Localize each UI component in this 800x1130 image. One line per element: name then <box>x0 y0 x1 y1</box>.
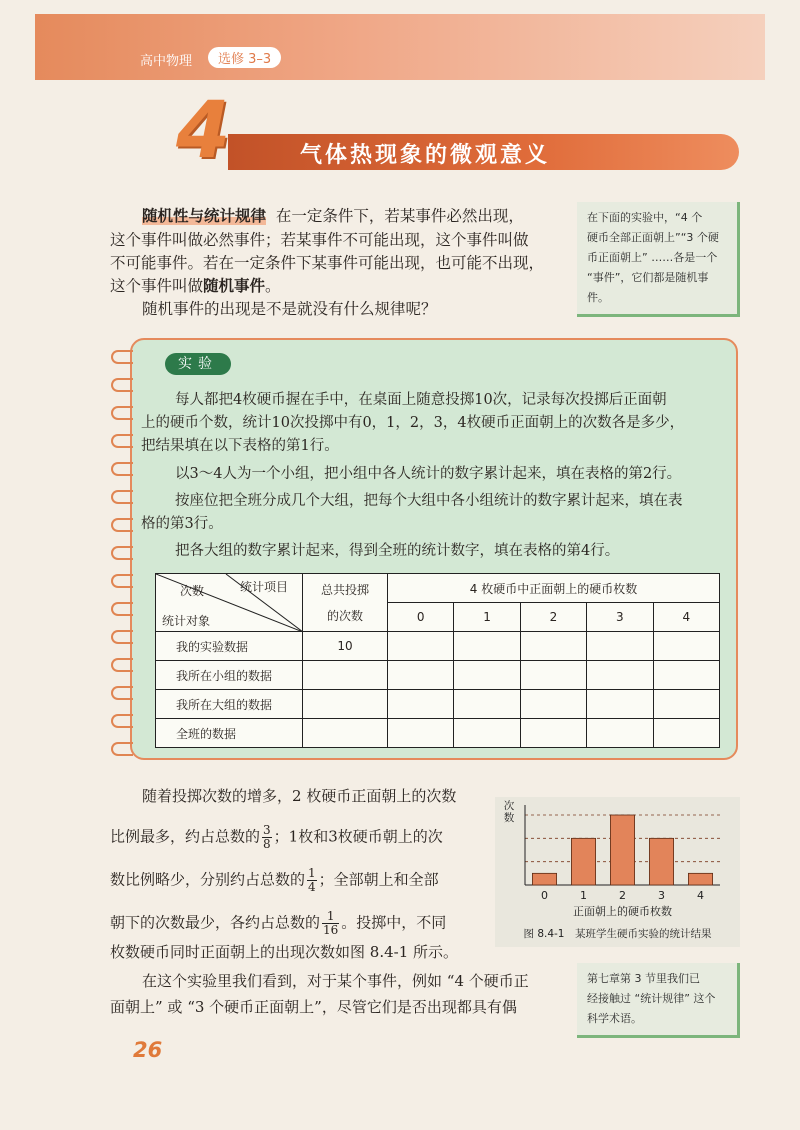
table-cell <box>653 690 719 719</box>
experiment-step-4: 把各大组的数字累计起来，得到全班的统计数字，填在表格的第4行。 <box>175 543 620 559</box>
intro-paragraph <box>142 205 562 228</box>
side-note-statistics: 第七章第 3 节里我们已 经接触过 “统计规律” 这个 科学术语。 <box>577 963 740 1038</box>
col-header: 1 <box>454 603 520 632</box>
table-cell <box>653 661 719 690</box>
y-axis-label-char: 数 <box>503 812 515 824</box>
row-label: 我所在大组的数据 <box>156 690 303 719</box>
experiment-step-2: 以3～4人为一个小组，把小组中各人统计的数字累计起来，填在表格的第2行。 <box>175 466 682 482</box>
page-number: 26 <box>133 1038 163 1062</box>
table-cell <box>520 632 586 661</box>
x-tick-label: 3 <box>658 889 665 902</box>
intro-heading: 随机性与统计规律 <box>142 207 267 225</box>
x-tick-label: 2 <box>619 889 626 902</box>
diag-label-subject: 统计对象 <box>162 614 211 628</box>
term-random-event: 随机事件 <box>203 277 266 295</box>
spiral-ring <box>111 742 133 756</box>
spiral-ring <box>111 518 133 532</box>
spiral-ring <box>111 630 133 644</box>
table-cell <box>587 632 653 661</box>
spiral-ring <box>111 406 133 420</box>
experiment-step-3: 按座位把全班分成几个大组，把每个大组中各小组统计的数字累计起来，填在表 格的第3行。 <box>141 493 683 532</box>
col-header: 0 <box>388 603 454 632</box>
row-total <box>303 690 388 719</box>
coin-bar-chart <box>495 797 740 947</box>
intro-question: 随机事件的出现是不是就没有什么规律呢？ <box>142 300 437 318</box>
body2-line-4: 朝下的次数最少，各约占总数的 $\frac{1}{16}$ 。投掷中，不同 <box>110 909 447 937</box>
spiral-ring <box>111 350 133 364</box>
spiral-ring <box>111 490 133 504</box>
coins-group-header: 4 枚硬币中正面朝上的硬币枚数 <box>388 574 720 603</box>
total-throws-header: 总共投掷 的次数 <box>303 574 388 632</box>
chart-bar <box>571 838 595 885</box>
spiral-ring <box>111 602 133 616</box>
spiral-ring <box>111 574 133 588</box>
diag-label-items: 统计项目 <box>240 580 289 594</box>
body2-line-5: 枚数硬币同时正面朝上的出现次数如图 8.4-1 所示。 <box>110 943 459 961</box>
header-subject: 高中物理 <box>140 54 193 69</box>
spiral-ring <box>111 546 133 560</box>
body2-line-6: 在这个实验里我们看到，对于某个事件，例如 “4 个硬币正 <box>142 972 529 990</box>
chart-bar <box>649 838 673 885</box>
diag-label-count: 次数 <box>180 584 205 598</box>
intro-line-4: 这个事件叫做随机事件。 <box>110 277 281 295</box>
row-label: 全班的数据 <box>156 719 303 748</box>
chart-caption: 图 8.4-1 某班学生硬币实验的统计结果 <box>523 928 712 940</box>
fraction-1-4: $\frac{1}{4}$ <box>308 866 316 894</box>
col-header: 3 <box>587 603 653 632</box>
x-tick-label: 1 <box>580 889 587 902</box>
chart-bar <box>532 873 556 885</box>
table-cell <box>388 661 454 690</box>
spiral-ring <box>111 714 133 728</box>
table-cell <box>388 719 454 748</box>
experiment-badge: 实验 <box>165 353 231 375</box>
y-axis-label-char: 次 <box>503 800 515 812</box>
table-cell <box>653 632 719 661</box>
body2-line-7: 面朝上” 或 “3 个硬币正面朝上”，尽管它们是否出现都具有偶 <box>110 998 517 1016</box>
table-cell <box>520 690 586 719</box>
col-header: 2 <box>520 603 586 632</box>
x-axis-label: 正面朝上的硬币枚数 <box>573 905 672 918</box>
table-cell <box>388 632 454 661</box>
table-cell <box>454 690 520 719</box>
fraction-1-16: $\frac{1}{16}$ <box>323 909 339 937</box>
row-total: 10 <box>303 632 388 661</box>
table-cell <box>454 719 520 748</box>
body2-line-2: 比例最多，约占总数的 $\frac{3}{8}$ ；1枚和3枚硬币朝上的次 <box>110 823 443 851</box>
table-row <box>156 690 720 719</box>
table-diagonal-header <box>156 574 303 632</box>
chart-bar <box>688 873 712 885</box>
spiral-ring <box>111 658 133 672</box>
fraction-3-8: $\frac{3}{8}$ <box>263 823 271 851</box>
row-total <box>303 661 388 690</box>
col-header: 4 <box>653 603 719 632</box>
table-cell <box>653 719 719 748</box>
intro-body <box>110 229 560 321</box>
row-label: 我所在小组的数据 <box>156 661 303 690</box>
table-cell <box>587 719 653 748</box>
table-row <box>156 719 720 748</box>
spiral-ring <box>111 462 133 476</box>
body-paragraph-2 <box>110 785 529 1019</box>
table-cell <box>454 661 520 690</box>
table-cell <box>388 690 454 719</box>
table-cell <box>520 661 586 690</box>
table-cell <box>520 719 586 748</box>
intro-line-1: 在一定条件下，若某事件必然出现， <box>275 207 524 225</box>
header-volume-badge: 选修 3–3 <box>208 47 281 68</box>
x-tick-label: 4 <box>697 889 704 902</box>
row-total <box>303 719 388 748</box>
chart-bar <box>610 815 634 885</box>
section-number: 4 <box>176 86 231 176</box>
table-row <box>156 661 720 690</box>
spiral-ring <box>111 686 133 700</box>
intro-line-2: 这个事件叫做必然事件；若某事件不可能出现，这个事件叫做 <box>110 231 529 249</box>
spiral-ring <box>111 434 133 448</box>
experiment-step-1: 每人都把4枚硬币握在手中，在桌面上随意投掷10次，记录每次投掷后正面朝 上的硬币个数，统计10次投掷中有0，1，2，3，4枚硬币正面朝上的次数各是多少， 把结果填在以下表格的第1行。 <box>141 392 685 454</box>
spiral-ring <box>111 378 133 392</box>
table-cell <box>454 632 520 661</box>
side-note-events: 在下面的实验中，“4 个 硬币全部正面朝上”“3 个硬 币正面朝上” ……各是一个 “事件”，它们都是随机事件。 <box>577 202 740 317</box>
body2-line-3: 数比例略少，分别约占总数的 $\frac{1}{4}$ ；全部朝上和全部 <box>110 866 439 894</box>
body2-line-1: 随着投掷次数的增多，2 枚硬币正面朝上的次数 <box>142 787 457 805</box>
chart-canvas <box>495 797 740 922</box>
experiment-table <box>155 573 720 748</box>
row-label: 我的实验数据 <box>156 632 303 661</box>
table-row <box>156 632 720 661</box>
section-title: 气体热现象的微观意义 <box>300 142 551 168</box>
page-header-band <box>35 14 765 80</box>
intro-line-3: 不可能事件。若在一定条件下某事件可能出现，也可能不出现， <box>110 254 545 272</box>
x-tick-label: 0 <box>541 889 548 902</box>
table-cell <box>587 661 653 690</box>
table-cell <box>587 690 653 719</box>
